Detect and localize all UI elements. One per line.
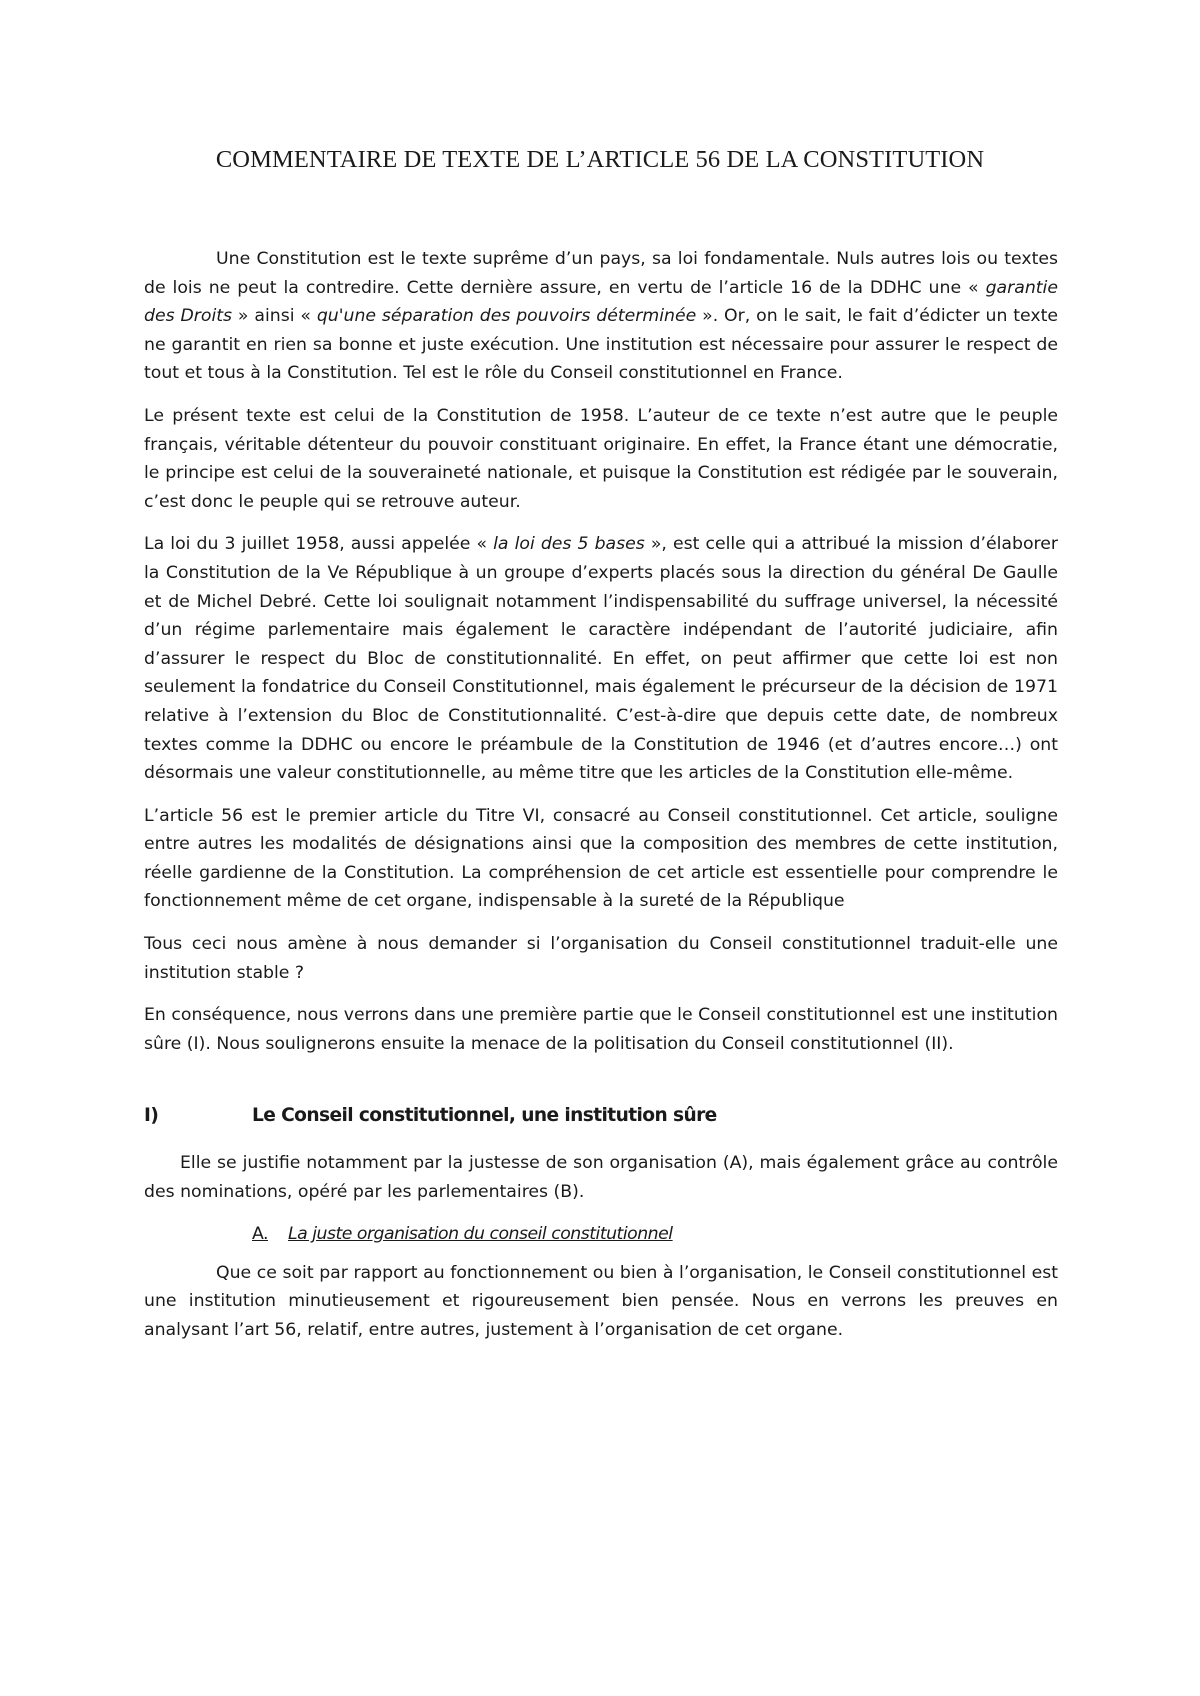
section-1-intro: Elle se justifie notamment par la justesse de son organisation (A), mais également grâce au contrôle des nominations, opéré par les parlementaires (B). bbox=[144, 1153, 1058, 1202]
intro-paragraph-1: Une Constitution est le texte suprême d’un pays, sa loi fondamentale. Nuls autres lois ou textes de lois ne peut la contredire. Cette dernière assure, en vertu de l’article 16 de la DDHC une « garantie des Droits » ainsi « qu'une séparation des pouvoirs déterminée ». Or, on le sait, le fait d’édicter un texte ne garantit en rien sa bonne et juste exécution. Une institution est nécessaire pour assurer le respect de tout et tous à la Constitution. Tel est le rôle du Conseil constitutionnel en France. bbox=[144, 249, 1059, 384]
problematic-paragraph: Tous ceci nous amène à nous demander si l’organisation du Conseil constitutionnel traduit-elle une institution stable ? bbox=[144, 934, 1058, 983]
subsection-a-title: La juste organisation du conseil constitutionnel bbox=[288, 1224, 673, 1245]
section-1-number: I) bbox=[144, 1105, 159, 1127]
subsection-a-paragraph: Que ce soit par rapport au fonctionnement ou bien à l’organisation, le Conseil constitutionnel est une institution minutieusement et rigoureusement bien pensée. Nous en verrons les preuves en analysant l’art 56, relatif, entre autres, justement à l’organisation de cet organe. bbox=[144, 1262, 1058, 1340]
section-1-heading bbox=[144, 1102, 1058, 1131]
intro-paragraph-3: La loi du 3 juillet 1958, aussi appelée « la loi des 5 bases », est celle qui a attribué la mission d’élaborer la Constitution de la Ve République à un groupe d’experts placés sous la direction du général De Gaulle et de Michel Debré. Cette loi soulignait notamment l’indispensabilité du suffrage universel, la nécessité d’un régime parlementaire mais également le caractère indépendant de l’autorité judiciaire, afin d’assurer le respect du Bloc de constitutionnalité. En effet, on peut affirmer que cette loi est non seulement la fondatrice du Conseil Constitutionnel, mais également le précurseur de la décision de 1971 relative à l’extension du Bloc de Constitutionnalité. C’est-à-dire que depuis cette date, de nombreux textes comme la DDHC ou encore le préambule de la Constitution de 1946 (et d’autres encore…) ont désormais une valeur constitutionnelle, au même titre que les articles de la Constitution elle-même. bbox=[144, 534, 1058, 784]
section-1-title: Le Conseil constitutionnel, une institution sûre bbox=[252, 1105, 717, 1127]
subsection-a-letter: A. bbox=[252, 1224, 269, 1245]
intro-paragraph-2: Le présent texte est celui de la Constitution de 1958. L’auteur de ce texte n’est autre que le peuple français, véritable détenteur du pouvoir constituant originaire. En effet, la France étant une démocratie, le principe est celui de la souveraineté nationale, et puisque la Constitution est rédigée par le souverain, c’est donc le peuple qui se retrouve auteur. bbox=[144, 405, 1058, 512]
intro-paragraph-4: L’article 56 est le premier article du Titre VI, consacré au Conseil constitutionnel. Cet article, souligne entre autres les modalités de désignations ainsi que la composition des membres de cette institution, réelle gardienne de la Constitution. La compréhension de cet article est essentielle pour comprendre le fonctionnement même de cet organe, indispensable à la sureté de la République bbox=[144, 805, 1058, 912]
subsection-a-heading bbox=[144, 1220, 1058, 1249]
document-title: COMMENTAIRE DE TEXTE DE L’ARTICLE 56 DE LA CONSTITUTION bbox=[215, 146, 985, 173]
plan-announcement: En conséquence, nous verrons dans une première partie que le Conseil constitutionnel est une institution sûre (I). Nous soulignerons ensuite la menace de la politisation du Conseil constitutionnel (II). bbox=[144, 1005, 1058, 1054]
document-body bbox=[144, 245, 1058, 1359]
